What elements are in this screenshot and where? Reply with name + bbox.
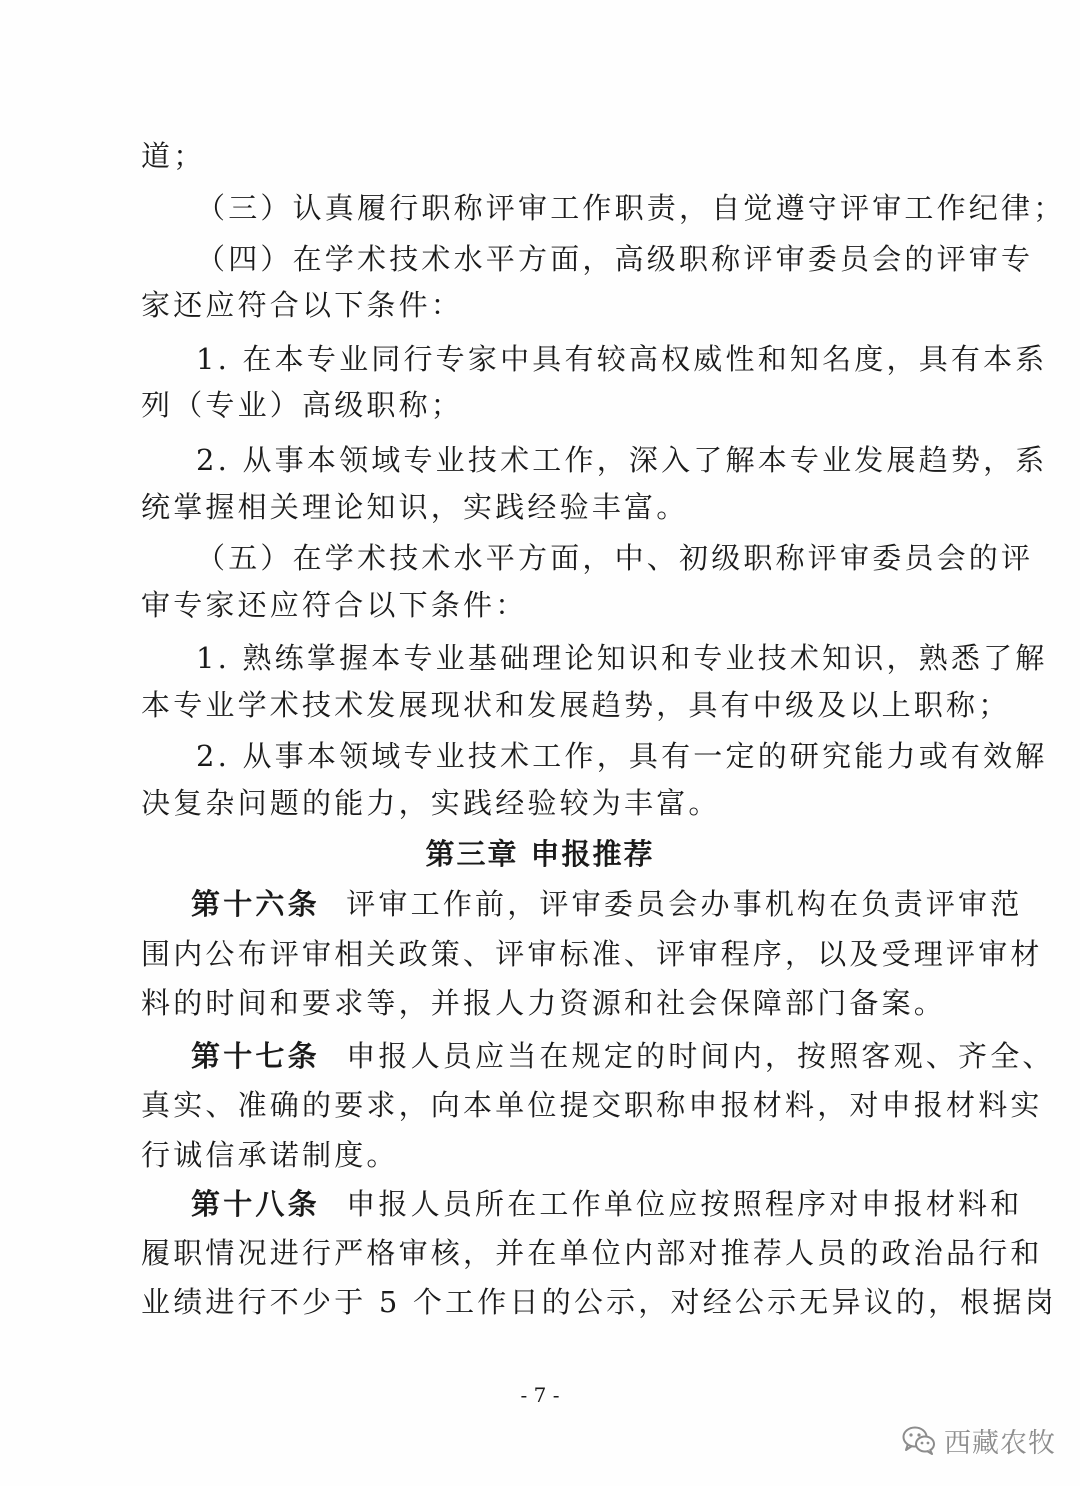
text-line: 1. 熟练掌握本专业基础理论知识和专业技术知识，熟悉了解 (196, 641, 1048, 675)
text-line: 列（专业）高级职称； (141, 388, 464, 422)
wechat-icon (902, 1425, 936, 1455)
text-line: 家还应符合以下条件： (141, 288, 464, 322)
text-line: 真实、准确的要求，向本单位提交职称申报材料，对申报材料实 (141, 1088, 1043, 1122)
article-text: 评审工作前，评审委员会办事机构在负责评审范 (346, 887, 1023, 921)
article-first-line (191, 1184, 1022, 1224)
chapter-title: 第三章 申报推荐 (425, 837, 655, 871)
text-line: 履职情况进行严格审核，并在单位内部对推荐人员的政治品行和 (141, 1236, 1043, 1270)
text-line: 统掌握相关理论知识，实践经验丰富。 (141, 490, 689, 524)
article-first-line (191, 1036, 1055, 1076)
article-label: 第十六条 (191, 887, 320, 921)
article-label: 第十七条 (191, 1039, 320, 1073)
article-first-line (191, 884, 1022, 924)
text-line: 本专业学术技术发展现状和发展趋势，具有中级及以上职称； (141, 688, 1011, 722)
text-line: 审专家还应符合以下条件： (141, 588, 528, 622)
watermark-label: 西藏农牧 (944, 1427, 1056, 1459)
text-line: 行诚信承诺制度。 (141, 1138, 399, 1172)
article-text: 申报人员应当在规定的时间内，按照客观、齐全、 (346, 1039, 1055, 1073)
watermark (902, 1420, 1056, 1460)
text-line: 业绩进行不少于 5 个工作日的公示，对经公示无异议的，根据岗 (141, 1285, 1057, 1319)
text-line: 2. 从事本领域专业技术工作，深入了解本专业发展趋势，系 (196, 443, 1048, 477)
text-line: 围内公布评审相关政策、评审标准、评审程序，以及受理评审材 (141, 937, 1043, 971)
text-line: 1. 在本专业同行专家中具有较高权威性和知名度，具有本系 (196, 342, 1048, 376)
text-line: 2. 从事本领域专业技术工作，具有一定的研究能力或有效解 (196, 739, 1048, 773)
text-line: （四）在学术技术水平方面，高级职称评审委员会的评审专 (196, 242, 1034, 276)
text-line: 料的时间和要求等，并报人力资源和社会保障部门备案。 (141, 986, 947, 1020)
page-number: - 7 - (520, 1383, 560, 1407)
text-line: （三）认真履行职称评审工作职责，自觉遵守评审工作纪律； (196, 191, 1066, 225)
article-text: 申报人员所在工作单位应按照程序对申报材料和 (346, 1187, 1023, 1221)
text-line: 决复杂问题的能力，实践经验较为丰富。 (141, 786, 721, 820)
text-line: （五）在学术技术水平方面，中、初级职称评审委员会的评 (196, 541, 1034, 575)
text-line: 道； (141, 139, 206, 173)
article-label: 第十八条 (191, 1187, 320, 1221)
